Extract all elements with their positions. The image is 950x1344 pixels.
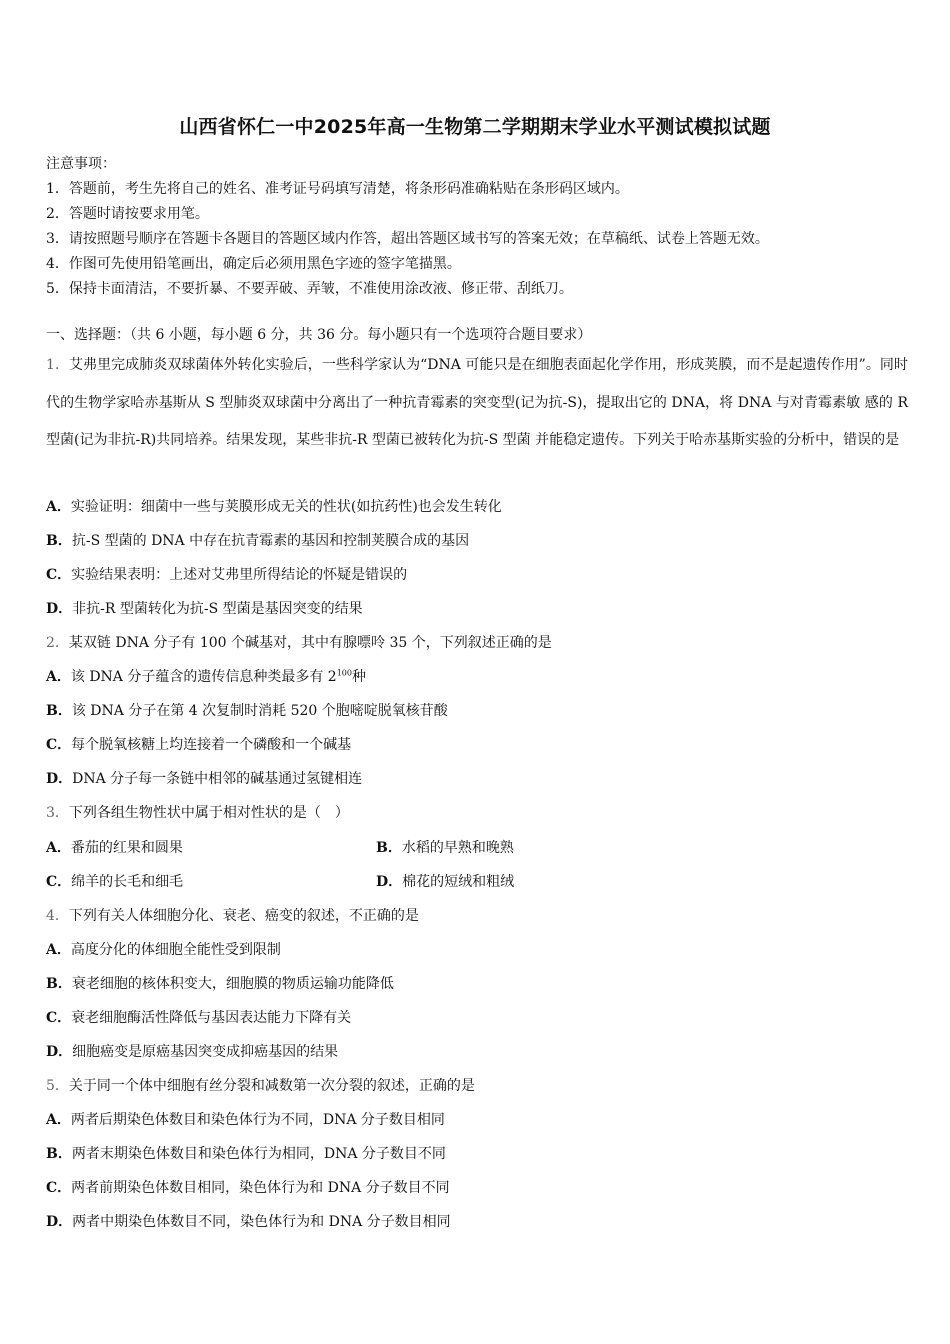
option-letter: A． (46, 669, 71, 685)
notes-item: 2．答题时请按要求用笔。 (46, 206, 209, 222)
option-text: 实验结果表明：上述对艾弗里所得结论的怀疑是错误的 (71, 567, 408, 583)
option-b (376, 837, 514, 857)
option-c (46, 871, 183, 891)
option-text: 棉花的短绒和粗绒 (402, 874, 515, 890)
question-1-stem (46, 347, 908, 460)
option-letter: D． (46, 1214, 73, 1230)
option-a (46, 939, 281, 959)
notes-item: 4．作图可先使用铅笔画出，确定后必须用黑色字迹的签字笔描黑。 (46, 256, 461, 272)
option-text: 两者中期染色体数目不同，染色体行为和 DNA 分子数目相同 (72, 1214, 451, 1230)
question-text: 某双链 DNA 分子有 100 个碱基对，其中有腺嘌呤 35 个，下列叙述正确的是 (68, 635, 552, 651)
notes-item: 1．答题前，考生先将自己的姓名、准考证号码填写清楚，将条形码准确粘贴在条形码区域内。 (46, 181, 629, 197)
option-letter: A． (46, 942, 71, 958)
option-a (46, 837, 183, 857)
option-a (46, 496, 502, 516)
option-d (46, 1211, 451, 1231)
question-text: 艾弗里完成肺炎双球菌体外转化实验后，一些科学家认为“DNA 可能只是在细胞表面起化学作用，形成荚膜，而不是起遗传作用”。同时代的生物学家哈赤基斯从 S 型肺炎双球菌中分离出了一种抗青霉素的突变型(记为抗-S)，提取出它的 DNA，将 DNA 与对青霉素敏 感的 R 型菌(记为非抗-R)共同培养。结果发现，某些非抗-R 型菌已被转化为抗-S 型菌 并能稳定遗传。下列关于哈赤基斯实验的分析中，错误的是 (46, 357, 908, 448)
option-letter: C． (46, 1180, 72, 1196)
option-letter: B． (46, 533, 72, 549)
option-text: 水稻的早熟和晚熟 (401, 840, 514, 856)
option-letter: A． (46, 499, 71, 515)
option-text: 每个脱氧核糖上均连接着一个磷酸和一个碱基 (71, 737, 352, 753)
question-4-stem (46, 905, 419, 925)
option-b (46, 700, 448, 720)
notes-heading: 注意事项： (46, 156, 116, 172)
option-text: 两者前期染色体数目相同，染色体行为和 DNA 分子数目不同 (71, 1180, 450, 1196)
option-letter: C． (46, 567, 72, 583)
option-text: 该 DNA 分子蕴含的遗传信息种类最多有 2 (70, 669, 337, 685)
notes-item: 5．保持卡面清洁，不要折暴、不要弄破、弄皱，不准使用涂改液、修正带、刮纸刀。 (46, 281, 573, 297)
question-number: 5． (46, 1078, 69, 1094)
question-text: 关于同一个体中细胞有丝分裂和减数第一次分裂的叙述，正确的是 (68, 1078, 475, 1094)
question-number: 2． (46, 635, 69, 651)
option-text: 非抗-R 型菌转化为抗-S 型菌是基因突变的结果 (72, 601, 363, 617)
notes-item: 3．请按照题号顺序在答题卡各题目的答题区域内作答，超出答题区域书写的答案无效；在草稿纸、试卷上答题无效。 (46, 231, 769, 247)
option-text: 高度分化的体细胞全能性受到限制 (70, 942, 281, 958)
option-d (46, 598, 363, 618)
option-letter: D． (46, 771, 73, 787)
question-number: 1． (46, 357, 69, 373)
option-letter: D． (46, 601, 73, 617)
option-letter: A． (46, 1112, 71, 1128)
option-letter: B． (376, 840, 402, 856)
option-superscript: 100 (336, 668, 352, 678)
question-3-stem (46, 802, 349, 822)
option-text: 两者后期染色体数目和染色体行为不同，DNA 分子数目相同 (70, 1112, 445, 1128)
page-title: 山西省怀仁一中2025年高一生物第二学期期末学业水平测试模拟试题 (179, 116, 771, 138)
option-b (46, 530, 469, 550)
option-text: 两者末期染色体数目和染色体行为相同，DNA 分子数目不同 (71, 1146, 446, 1162)
section-heading: 一、选择题：（共 6 小题，每小题 6 分，共 36 分。每小题只有一个选项符合题目要求） (46, 327, 592, 343)
notes-block (46, 152, 926, 302)
option-letter: C． (46, 737, 72, 753)
option-letter: C． (46, 874, 72, 890)
option-a (46, 1109, 445, 1129)
option-text: 衰老细胞酶活性降低与基因表达能力下降有关 (71, 1010, 352, 1026)
question-number: 3． (46, 805, 69, 821)
question-5-stem (46, 1075, 475, 1095)
option-text-after: 种 (352, 669, 366, 685)
option-letter: C． (46, 1010, 72, 1026)
question-number: 4． (46, 908, 69, 924)
option-b (46, 973, 394, 993)
option-letter: B． (46, 703, 72, 719)
option-text: 实验证明：细菌中一些与荚膜形成无关的性状(如抗药性)也会发生转化 (70, 499, 502, 515)
option-b (46, 1143, 446, 1163)
option-c (46, 1177, 450, 1197)
option-text: 衰老细胞的核体积变大，细胞膜的物质运输功能降低 (71, 976, 394, 992)
option-letter: B． (46, 976, 72, 992)
option-a (46, 666, 366, 686)
option-text: 绵羊的长毛和细毛 (71, 874, 184, 890)
option-text: 番茄的红果和圆果 (70, 840, 183, 856)
option-letter: D． (46, 1044, 73, 1060)
option-text: 细胞癌变是原癌基因突变成抑癌基因的结果 (72, 1044, 339, 1060)
option-c (46, 1007, 351, 1027)
option-letter: B． (46, 1146, 72, 1162)
option-d (376, 871, 514, 891)
option-letter: A． (46, 840, 71, 856)
option-c (46, 564, 407, 584)
question-text: 下列有关人体细胞分化、衰老、癌变的叙述，不正确的是 (68, 908, 419, 924)
option-text: DNA 分子每一条链中相邻的碱基通过氢键相连 (72, 771, 363, 787)
option-text: 该 DNA 分子在第 4 次复制时消耗 520 个胞嘧啶脱氧核苷酸 (71, 703, 448, 719)
question-text: 下列各组生物性状中属于相对性状的是（ ） (68, 805, 349, 821)
option-text: 抗-S 型菌的 DNA 中存在抗青霉素的基因和控制荚膜合成的基因 (71, 533, 470, 549)
question-2-stem (46, 632, 552, 652)
option-d (46, 1041, 338, 1061)
option-d (46, 768, 362, 788)
option-c (46, 734, 351, 754)
option-letter: D． (376, 874, 403, 890)
